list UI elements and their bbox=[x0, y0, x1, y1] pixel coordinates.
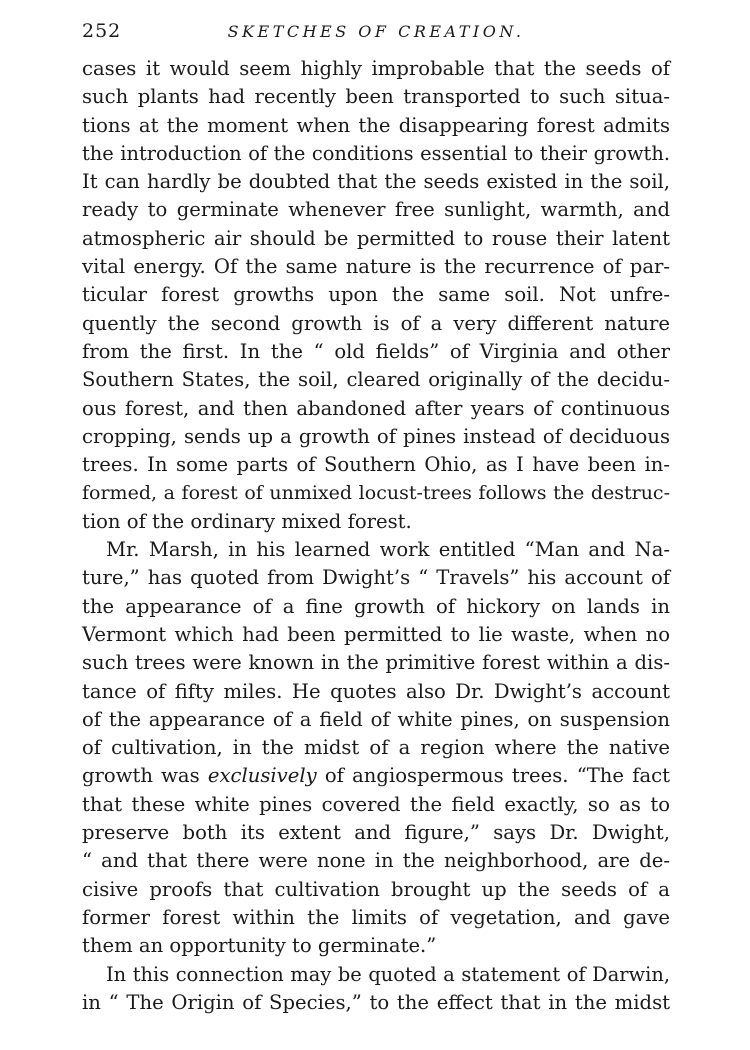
running-title: SKETCHES OF CREATION. bbox=[227, 22, 525, 41]
text-line-with-emphasis bbox=[82, 762, 670, 790]
text-line: “ and that there were none in the neighborhood, are de- bbox=[82, 849, 670, 873]
text-line: trees. In some parts of Southern Ohio, as I have been in- bbox=[82, 453, 670, 477]
text-segment: of angiospermous trees. “The fact bbox=[316, 764, 670, 788]
text-line: cropping, sends up a growth of pines instead of deciduous bbox=[82, 424, 670, 448]
text-line: in “ The Origin of Species,” to the effect that in the midst bbox=[82, 990, 670, 1014]
text-line: Vermont which had been permitted to lie waste, when no bbox=[82, 622, 670, 646]
body-text bbox=[82, 55, 670, 1017]
text-line: Southern States, the soil, cleared originally of the decidu- bbox=[82, 368, 670, 392]
text-line: atmospheric air should be permitted to rouse their latent bbox=[82, 226, 670, 250]
text-line: from the first. In the “ old fields” of Virginia and other bbox=[82, 339, 670, 363]
text-line: vital energy. Of the same nature is the recurrence of par- bbox=[82, 255, 670, 279]
text-line: In this connection may be quoted a statement of Darwin, bbox=[106, 962, 670, 986]
running-head bbox=[80, 20, 672, 46]
text-line: the appearance of a fine growth of hickory on lands in bbox=[82, 594, 670, 618]
text-line: such plants had recently been transported to such situa- bbox=[82, 85, 670, 109]
text-line: Mr. Marsh, in his learned work entitled “Man and Na- bbox=[106, 538, 670, 562]
text-line: ticular forest growths upon the same soil. Not unfre- bbox=[82, 283, 670, 307]
text-line: tance of fifty miles. He quotes also Dr. Dwight’s account bbox=[82, 679, 670, 703]
text-line: that these white pines covered the field exactly, so as to bbox=[82, 792, 670, 816]
text-line: of cultivation, in the midst of a region where the native bbox=[82, 736, 670, 760]
text-line: them an opportunity to germinate.” bbox=[82, 934, 437, 958]
text-line: It can hardly be doubted that the seeds existed in the soil, bbox=[82, 170, 670, 194]
text-line: the introduction of the conditions essential to their growth. bbox=[82, 141, 670, 165]
emphasized-word: exclusively bbox=[207, 764, 317, 788]
text-line: ture,” has quoted from Dwight’s “ Travels” his account of bbox=[82, 566, 670, 590]
text-line: tions at the moment when the disappearing forest admits bbox=[82, 113, 670, 137]
text-line: quently the second growth is of a very different nature bbox=[82, 311, 670, 335]
text-line: former forest within the limits of vegetation, and gave bbox=[82, 905, 670, 929]
text-segment: growth was bbox=[82, 764, 208, 788]
text-line: tion of the ordinary mixed forest. bbox=[82, 509, 412, 533]
text-line: formed, a forest of unmixed locust-trees follows the destruc- bbox=[82, 482, 670, 505]
text-line: cisive proofs that cultivation brought up the seeds of a bbox=[82, 877, 670, 901]
text-line: ready to germinate whenever free sunlight, warmth, and bbox=[82, 198, 670, 222]
text-line: preserve both its extent and figure,” says Dr. Dwight, bbox=[82, 821, 670, 845]
text-line: cases it would seem highly improbable that the seeds of bbox=[82, 57, 670, 80]
text-line: ous forest, and then abandoned after years of continuous bbox=[82, 396, 670, 420]
text-line: of the appearance of a field of white pines, on suspension bbox=[82, 707, 670, 731]
page-number: 252 bbox=[82, 20, 122, 42]
text-line: such trees were known in the primitive forest within a dis- bbox=[82, 651, 670, 675]
